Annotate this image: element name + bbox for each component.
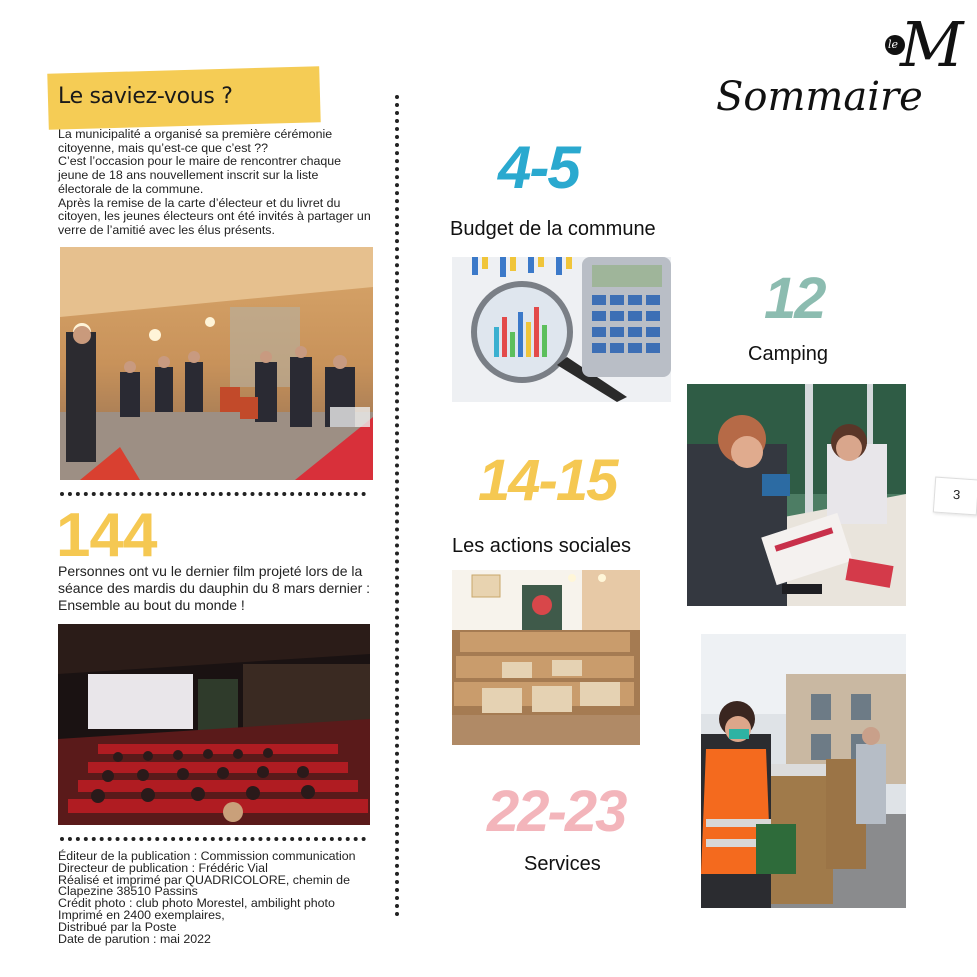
intro-text bbox=[58, 128, 373, 238]
credit-line: Directeur de publication : Frédéric Vial bbox=[58, 860, 268, 875]
logo-small-text: le bbox=[888, 38, 899, 51]
intro-paragraph: La municipalité a organisé sa première cérémonie citoyenne, mais qu’est-ce que c’est ?? bbox=[58, 127, 333, 155]
column-divider bbox=[395, 95, 399, 917]
cinema-photo bbox=[58, 624, 370, 825]
section-title-budget: Budget de la commune bbox=[450, 218, 656, 240]
social-photo bbox=[452, 570, 640, 745]
credit-line: Imprimé en 2400 exemplaires, bbox=[58, 907, 225, 922]
credit-line: Éditeur de la publication : Commission communication bbox=[58, 849, 356, 863]
divider bbox=[60, 837, 366, 841]
stat-number: 144 bbox=[56, 501, 157, 570]
section-pages-camping: 12 bbox=[764, 266, 825, 331]
page-number: 3 bbox=[952, 486, 961, 503]
budget-photo bbox=[452, 257, 671, 402]
credit-line: Clapezine 38510 Passins bbox=[58, 884, 198, 899]
page-number-tab bbox=[933, 477, 977, 516]
sidebar-title: Le saviez-vous ? bbox=[58, 84, 233, 109]
section-pages-services: 22-23 bbox=[487, 779, 626, 844]
section-title-social: Les actions sociales bbox=[452, 535, 631, 557]
section-pages-budget: 4-5 bbox=[498, 134, 579, 201]
credit-line: Distribué par la Poste bbox=[58, 919, 177, 934]
camping-photo bbox=[687, 384, 906, 606]
credit-line: Crédit photo : club photo Morestel, ambilight photo bbox=[58, 896, 335, 911]
stat-text: Personnes ont vu le dernier film projeté lors de la séance des mardis du dauphin du 8 mars dernier : Ensemble au bout du monde ! bbox=[58, 563, 371, 613]
intro-paragraph: C’est l’occasion pour le maire de rencontrer chaque jeune de 18 ans nouvellement inscrit sur la liste électorale de la commune. bbox=[58, 154, 342, 196]
section-pages-social: 14-15 bbox=[478, 448, 617, 513]
credit-line: Réalisé et imprimé par QUADRICOLORE, chemin de bbox=[58, 872, 350, 887]
services-photo bbox=[701, 634, 906, 908]
logo-letter: M bbox=[900, 8, 964, 81]
section-title-camping: Camping bbox=[748, 343, 829, 365]
divider bbox=[60, 492, 366, 496]
sommaire-title: Sommaire bbox=[716, 74, 923, 120]
credits bbox=[58, 851, 378, 945]
intro-paragraph: Après la remise de la carte d’électeur et du livret du citoyen, les jeunes électeurs ont été invités à partager un verre de l’amitié avec les élus présents. bbox=[58, 195, 371, 237]
credit-line: Date de parution : mai 2022 bbox=[58, 931, 211, 946]
ceremony-photo bbox=[60, 247, 373, 480]
section-title-services: Services bbox=[524, 853, 601, 875]
